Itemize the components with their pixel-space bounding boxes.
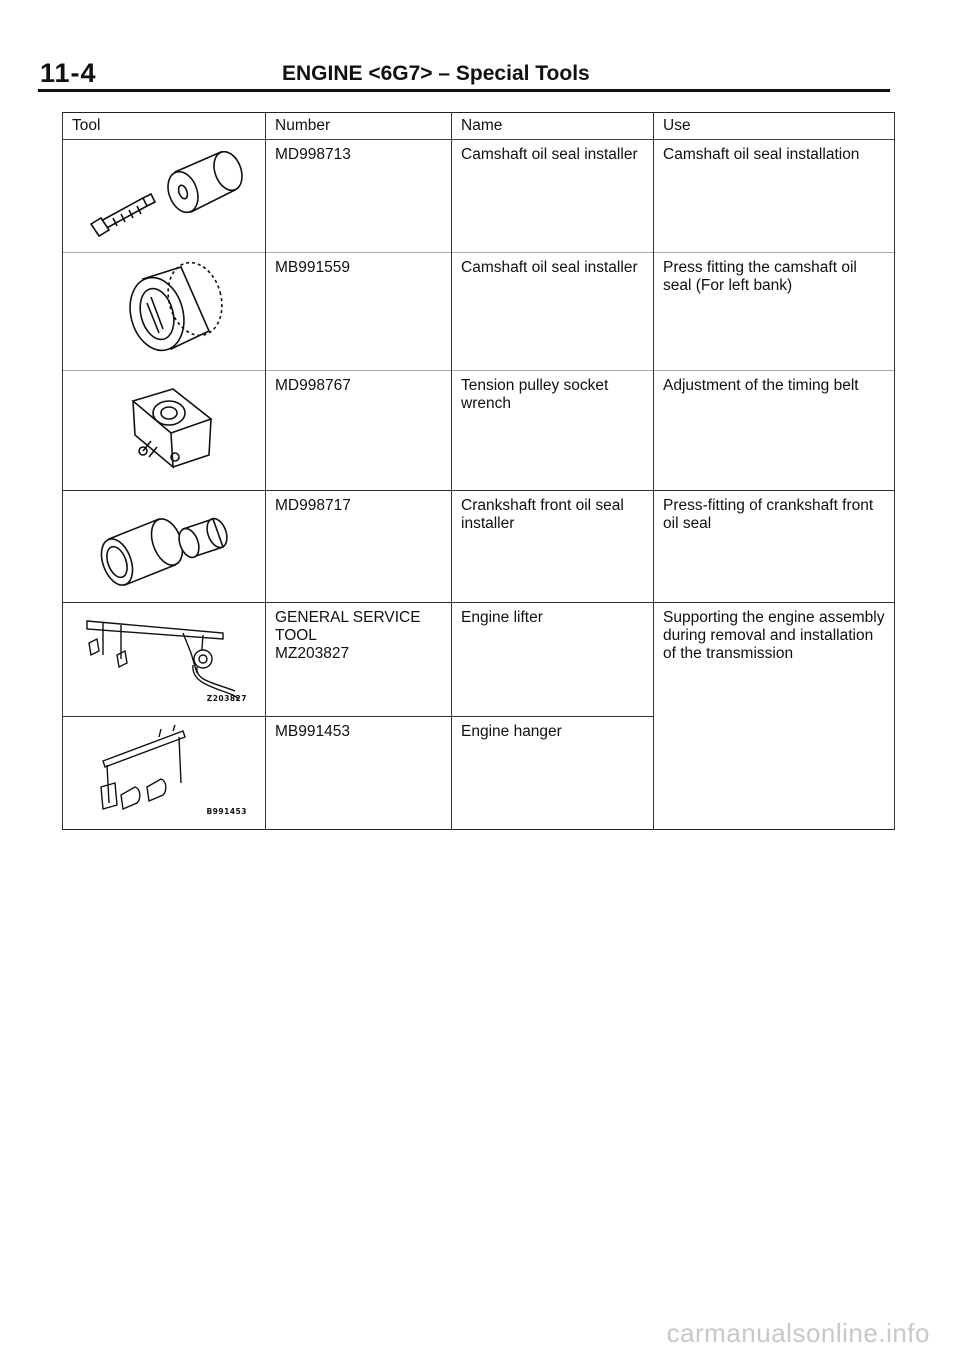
figure-code: Z203827 bbox=[206, 694, 247, 703]
number-cell: MD998713 bbox=[266, 140, 452, 253]
column-header-name: Name bbox=[452, 113, 654, 140]
number-cell: MD998767 bbox=[266, 371, 452, 491]
name-cell: Camshaft oil seal installer bbox=[452, 253, 654, 371]
number-cell: MB991453 bbox=[266, 717, 452, 830]
tool-image-cell bbox=[63, 603, 266, 717]
use-cell: Press fitting the camshaft oil seal (For left bank) bbox=[654, 253, 895, 371]
tool-image-cell bbox=[63, 371, 266, 491]
watermark: carmanualsonline.info bbox=[666, 1318, 930, 1348]
crankshaft-seal-installer-icon bbox=[63, 491, 263, 602]
page-title: ENGINE <6G7> – Special Tools bbox=[282, 62, 590, 85]
number-cell: MB991559 bbox=[266, 253, 452, 371]
tension-pulley-socket-wrench-icon bbox=[63, 371, 263, 490]
table-row bbox=[63, 603, 895, 717]
table-header-row bbox=[63, 113, 895, 140]
camshaft-seal-installer-icon bbox=[63, 253, 263, 370]
tool-image-cell bbox=[63, 491, 266, 603]
table-row bbox=[63, 491, 895, 603]
table-row bbox=[63, 371, 895, 491]
number-line: GENERAL SERVICE bbox=[275, 609, 421, 626]
name-cell: Crankshaft front oil seal installer bbox=[452, 491, 654, 603]
column-header-number: Number bbox=[266, 113, 452, 140]
table-row bbox=[63, 253, 895, 371]
name-cell: Engine hanger bbox=[452, 717, 654, 830]
use-cell: Supporting the engine assembly during removal and installation of the transmission bbox=[654, 603, 895, 830]
number-cell bbox=[266, 603, 452, 717]
figure-code: B991453 bbox=[206, 807, 247, 816]
table-row bbox=[63, 140, 895, 253]
header-rule bbox=[38, 89, 890, 92]
tool-image-cell bbox=[63, 717, 266, 830]
column-header-tool: Tool bbox=[63, 113, 266, 140]
page-header bbox=[38, 58, 890, 92]
name-cell: Tension pulley socket wrench bbox=[452, 371, 654, 491]
page-number: 11-4 bbox=[40, 58, 97, 88]
number-line: MZ203827 bbox=[275, 645, 350, 662]
name-cell: Engine lifter bbox=[452, 603, 654, 717]
number-line: TOOL bbox=[275, 627, 317, 644]
use-cell: Adjustment of the timing belt bbox=[654, 371, 895, 491]
special-tools-table bbox=[62, 112, 895, 830]
tool-image-cell bbox=[63, 140, 266, 253]
name-cell: Camshaft oil seal installer bbox=[452, 140, 654, 253]
column-header-use: Use bbox=[654, 113, 895, 140]
use-cell: Camshaft oil seal installation bbox=[654, 140, 895, 253]
use-cell: Press-fitting of crankshaft front oil seal bbox=[654, 491, 895, 603]
tool-image-cell bbox=[63, 253, 266, 371]
camshaft-seal-installer-with-bolt-icon bbox=[63, 140, 263, 252]
number-cell: MD998717 bbox=[266, 491, 452, 603]
